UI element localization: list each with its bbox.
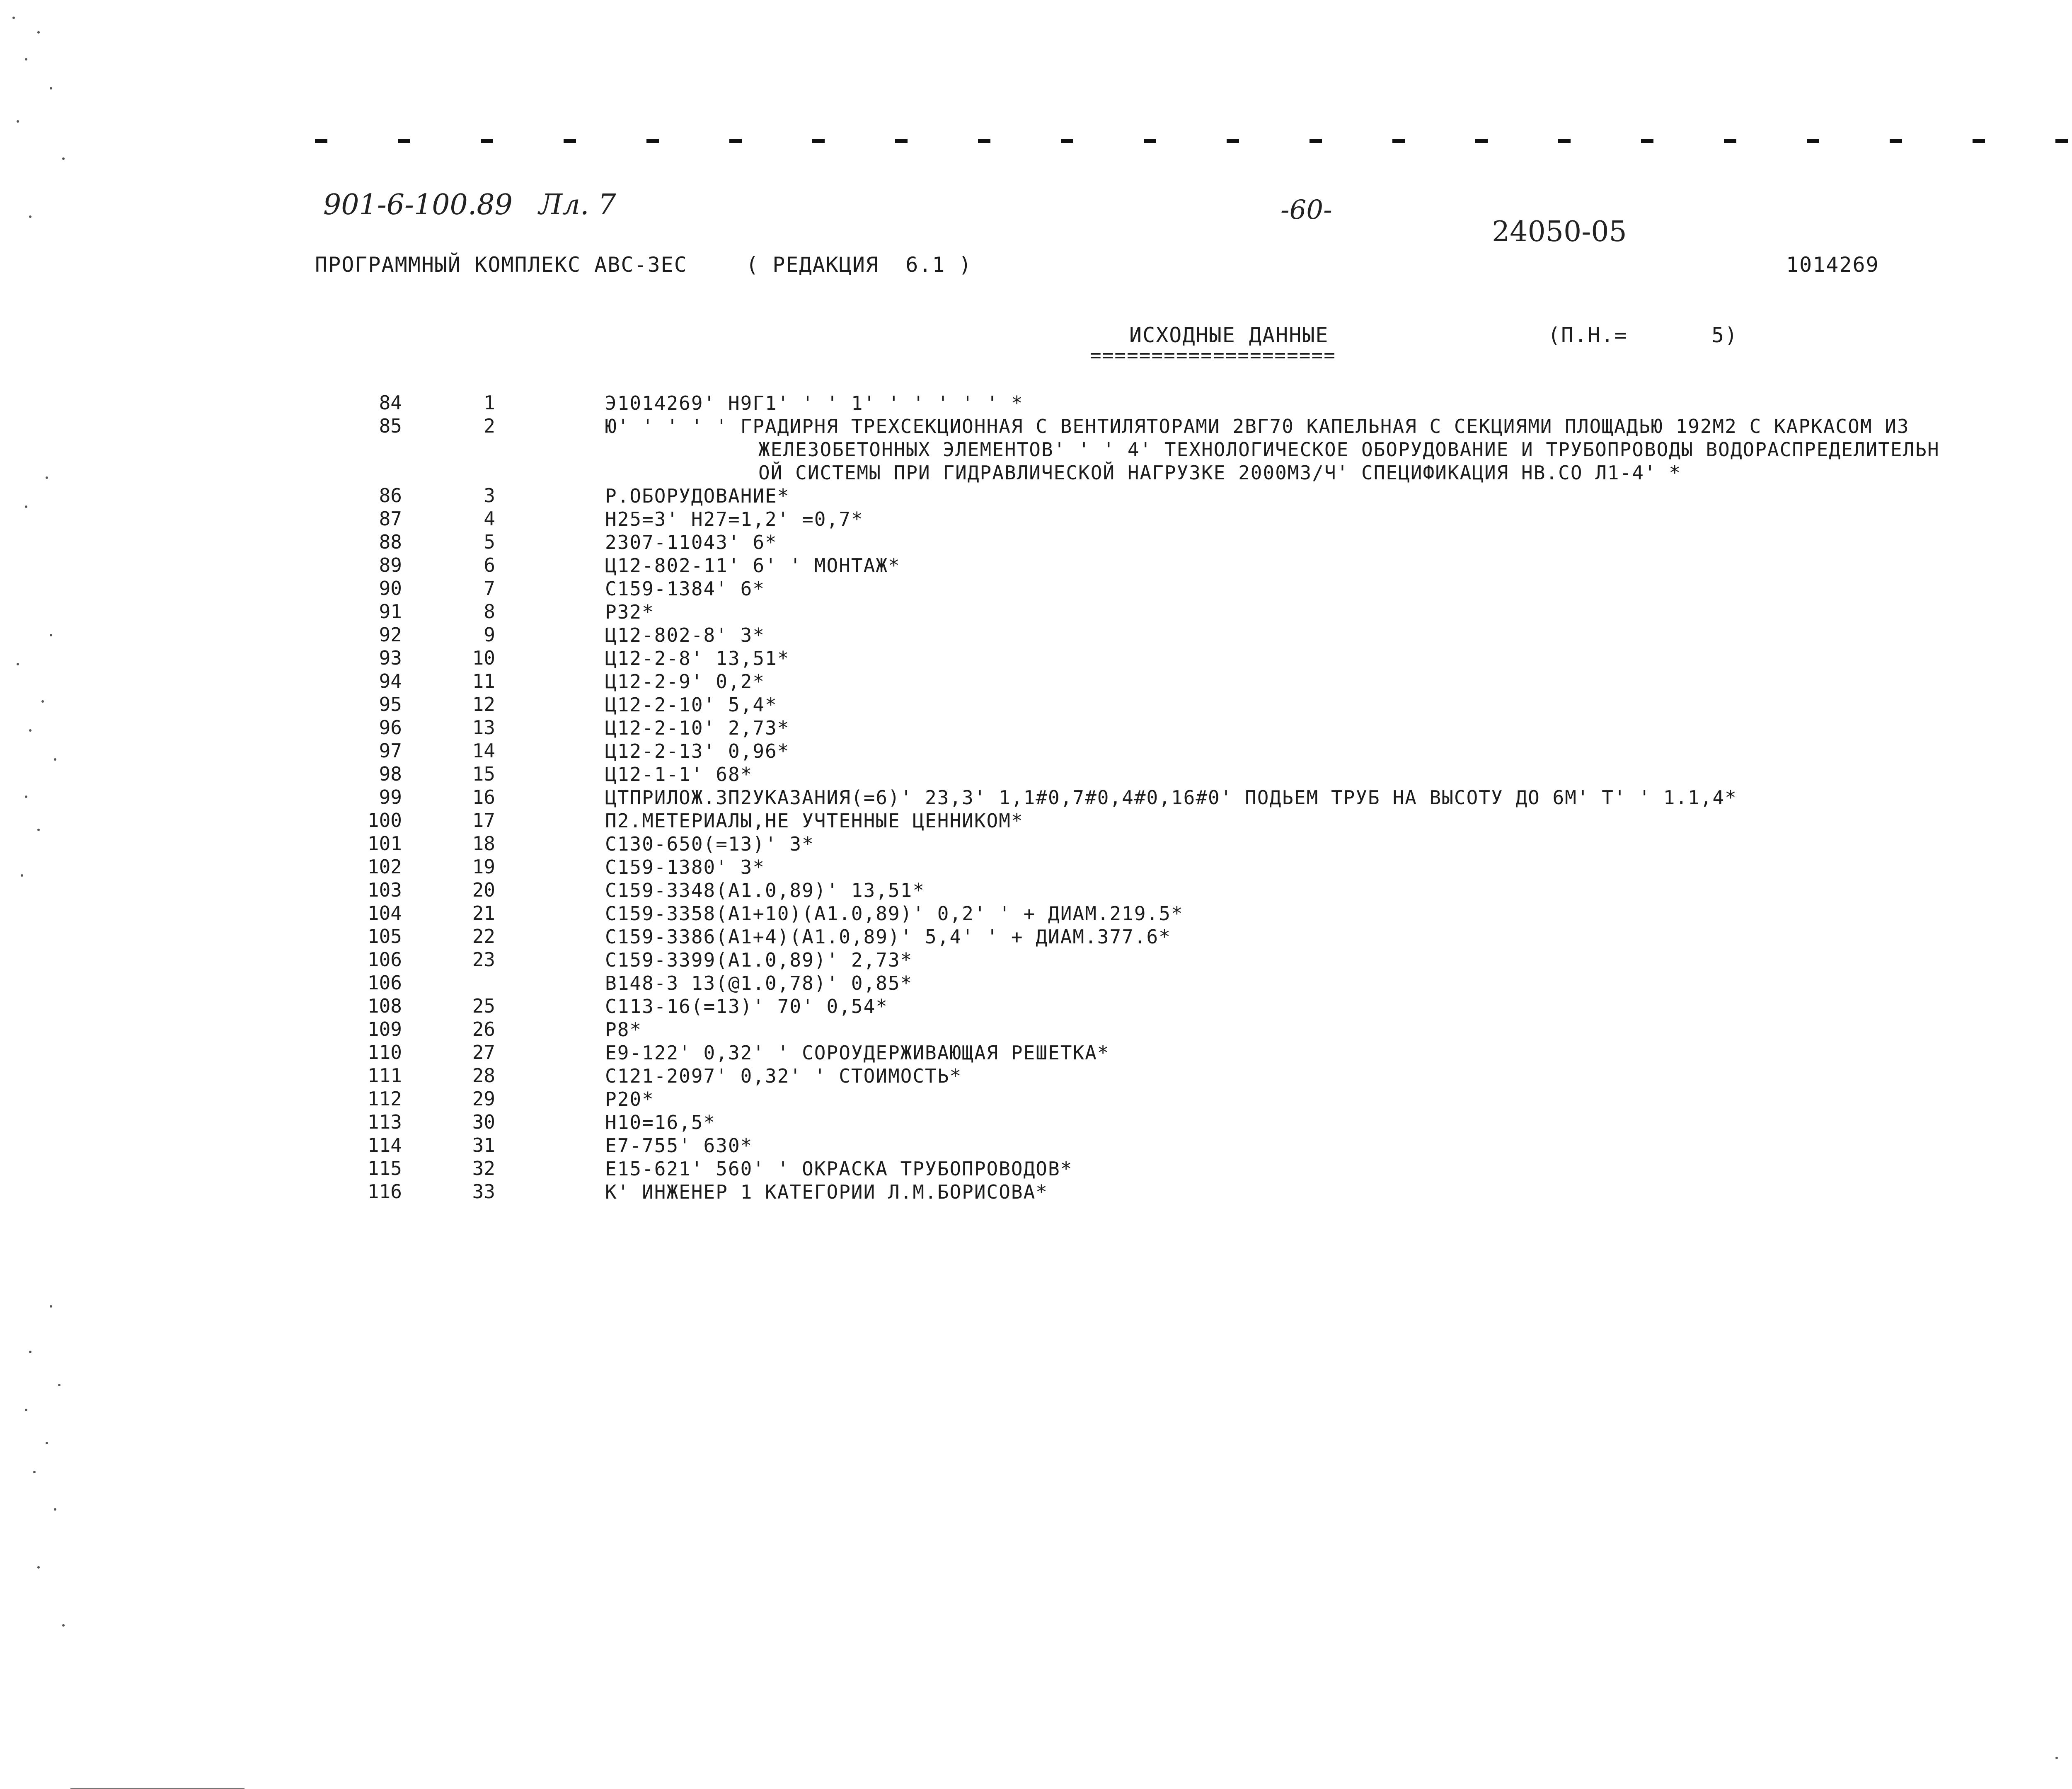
row-card-number: 9 bbox=[484, 624, 495, 646]
job-id: 1014269 bbox=[1786, 253, 1879, 277]
row-line-index: 93 bbox=[379, 647, 402, 669]
row-text-line: Р.ОБОРУДОВАНИЕ* bbox=[605, 485, 790, 507]
row-text bbox=[605, 832, 2072, 856]
row-text bbox=[605, 1064, 2072, 1088]
row-text-line: Н10=16,5* bbox=[605, 1111, 716, 1134]
listing-row bbox=[0, 484, 2072, 508]
row-line-index: 99 bbox=[379, 786, 402, 808]
row-line-index: 113 bbox=[367, 1111, 402, 1133]
row-text bbox=[605, 577, 2072, 600]
perforation-dash bbox=[978, 139, 990, 143]
row-line-index: 89 bbox=[379, 554, 402, 576]
row-text-line: Ц12-2-13' 0,96* bbox=[605, 740, 790, 762]
row-text bbox=[605, 902, 2072, 925]
row-card-number: 14 bbox=[472, 740, 495, 762]
perforation-dash bbox=[1558, 139, 1571, 143]
row-card-number: 10 bbox=[472, 647, 495, 669]
row-text-line: С159-3348(А1.0,89)' 13,51* bbox=[605, 879, 925, 902]
listing-row bbox=[0, 1111, 2072, 1134]
scan-speck bbox=[29, 1351, 31, 1353]
row-text-line: С159-1380' 3* bbox=[605, 856, 765, 878]
row-text-line: Р20* bbox=[605, 1088, 654, 1110]
row-card-number: 6 bbox=[484, 554, 495, 576]
row-line-index: 87 bbox=[379, 508, 402, 530]
row-text-line: С159-1384' 6* bbox=[605, 578, 765, 600]
scan-speck bbox=[54, 1508, 56, 1511]
row-card-number: 4 bbox=[484, 508, 495, 530]
row-text bbox=[605, 809, 2072, 832]
row-line-index: 111 bbox=[367, 1064, 402, 1087]
row-card-number: 17 bbox=[472, 809, 495, 832]
sheet-number: Лл. 7 bbox=[539, 189, 616, 221]
perforation-dash bbox=[1475, 139, 1488, 143]
row-line-index: 94 bbox=[379, 670, 402, 692]
row-text-line: К' ИНЖЕНЕР 1 КАТЕГОРИИ Л.М.БОРИСОВА* bbox=[605, 1181, 1048, 1203]
listing-row bbox=[0, 1134, 2072, 1157]
perforation-dash bbox=[1061, 139, 1073, 143]
section-underline: ==================== bbox=[1090, 344, 1336, 366]
row-card-number: 27 bbox=[472, 1041, 495, 1064]
row-line-index: 106 bbox=[367, 972, 402, 994]
row-line-index: 105 bbox=[367, 925, 402, 948]
row-text-line: Ц12-802-8' 3* bbox=[605, 624, 765, 646]
row-text bbox=[605, 554, 2072, 577]
perforation-dash bbox=[564, 139, 576, 143]
perforation-dash bbox=[2055, 139, 2068, 143]
row-line-index: 108 bbox=[367, 995, 402, 1017]
row-text-line: Ц12-2-10' 2,73* bbox=[605, 717, 790, 739]
listing-row bbox=[0, 972, 2072, 995]
scan-speck bbox=[2055, 1757, 2058, 1759]
listing-row bbox=[0, 600, 2072, 624]
row-line-index: 104 bbox=[367, 902, 402, 924]
listing-row bbox=[0, 856, 2072, 879]
row-text-continuation: ОЙ СИСТЕМЫ ПРИ ГИДРАВЛИЧЕСКОЙ НАГРУЗКЕ 2000М3/Ч' СПЕЦИФИКАЦИЯ НВ.СО Л1-4' * bbox=[758, 462, 1682, 484]
row-line-index: 103 bbox=[367, 879, 402, 901]
row-card-number: 21 bbox=[472, 902, 495, 924]
row-text-line: 2307-11043' 6* bbox=[605, 531, 777, 554]
row-text bbox=[605, 624, 2072, 647]
program-name: ПРОГРАММНЫЙ КОМПЛЕКС АВС-3ЕС bbox=[315, 253, 687, 277]
scan-speck bbox=[25, 58, 27, 60]
listing-row bbox=[0, 647, 2072, 670]
scan-speck bbox=[54, 758, 56, 761]
perforation-dash bbox=[315, 139, 327, 143]
row-card-number: 30 bbox=[472, 1111, 495, 1133]
listing-row bbox=[0, 1157, 2072, 1180]
row-line-index: 85 bbox=[379, 415, 402, 437]
scan-speck bbox=[25, 505, 27, 508]
scan-speck bbox=[58, 1384, 61, 1386]
perforation-dash bbox=[729, 139, 742, 143]
row-text bbox=[605, 995, 2072, 1018]
perforation-dash bbox=[398, 139, 410, 143]
row-line-index: 106 bbox=[367, 948, 402, 971]
listing-row bbox=[0, 902, 2072, 925]
row-text-line: Ц12-802-11' 6' ' МОНТАЖ* bbox=[605, 554, 900, 577]
row-card-number: 28 bbox=[472, 1064, 495, 1087]
row-text-line: ЦТПРИЛОЖ.3П2УКАЗАНИЯ(=6)' 23,3' 1,1#0,7#0,4#0,16#0' ПОДЬЕМ ТРУБ НА ВЫСОТУ ДО 6М' Т' ' 1.1,4* bbox=[605, 786, 1737, 809]
row-card-number: 29 bbox=[472, 1088, 495, 1110]
listing-row bbox=[0, 995, 2072, 1018]
scan-speck bbox=[50, 87, 52, 89]
scan-speck bbox=[46, 476, 48, 479]
row-text-line: Е7-755' 630* bbox=[605, 1134, 753, 1157]
row-line-index: 91 bbox=[379, 600, 402, 623]
doc-code: 901-6-100.89 bbox=[323, 189, 513, 221]
row-text bbox=[605, 1018, 2072, 1041]
page-number: -60- bbox=[1280, 195, 1332, 225]
listing-row bbox=[0, 879, 2072, 902]
row-card-number: 20 bbox=[472, 879, 495, 901]
row-text-line: Р8* bbox=[605, 1018, 642, 1041]
listing-row bbox=[0, 716, 2072, 740]
listing-row bbox=[0, 1180, 2072, 1204]
row-text bbox=[605, 1157, 2072, 1180]
row-text-line: С113-16(=13)' 70' 0,54* bbox=[605, 995, 888, 1018]
row-card-number: 12 bbox=[472, 693, 495, 716]
perforation-dash bbox=[646, 139, 659, 143]
scan-speck bbox=[17, 663, 19, 665]
row-text bbox=[605, 1180, 2072, 1204]
scan-speck bbox=[50, 1305, 52, 1308]
row-text-line: Р32* bbox=[605, 601, 654, 623]
row-text bbox=[605, 670, 2072, 693]
scan-speck bbox=[17, 120, 19, 123]
listing-row bbox=[0, 554, 2072, 577]
section-title: ИСХОДНЫЕ ДАННЫЕ bbox=[1129, 323, 1329, 347]
row-text bbox=[605, 856, 2072, 879]
row-text-line: С121-2097' 0,32' ' СТОИМОСТЬ* bbox=[605, 1065, 962, 1087]
row-text bbox=[605, 693, 2072, 716]
perforation-dash-row bbox=[315, 139, 2072, 144]
row-card-number: 2 bbox=[484, 415, 495, 437]
scan-speck bbox=[29, 729, 31, 732]
listing-row bbox=[0, 531, 2072, 554]
row-line-index: 97 bbox=[379, 740, 402, 762]
row-line-index: 100 bbox=[367, 809, 402, 832]
row-text-line: Ц12-1-1' 68* bbox=[605, 763, 753, 786]
row-line-index: 101 bbox=[367, 832, 402, 855]
row-line-index: 110 bbox=[367, 1041, 402, 1064]
row-card-number: 7 bbox=[484, 577, 495, 600]
row-text bbox=[605, 508, 2072, 531]
perforation-dash bbox=[1144, 139, 1156, 143]
scan-speck bbox=[25, 1409, 27, 1411]
scan-speck bbox=[41, 700, 44, 703]
row-text-continuation: ЖЕЛЕЗОБЕТОННЫХ ЭЛЕМЕНТОВ' ' ' 4' ТЕХНОЛОГИЧЕСКОЕ ОБОРУДОВАНИЕ И ТРУБОПРОВОДЫ ВОДОРАСПРЕДЕЛИТЕЛЬН bbox=[758, 438, 1940, 461]
listing-row bbox=[0, 577, 2072, 600]
row-line-index: 92 bbox=[379, 624, 402, 646]
row-card-number: 22 bbox=[472, 925, 495, 948]
perforation-dash bbox=[1392, 139, 1405, 143]
row-card-number: 26 bbox=[472, 1018, 495, 1040]
row-text-line: С159-3358(А1+10)(А1.0,89)' 0,2' ' + ДИАМ.219.5* bbox=[605, 902, 1184, 925]
perforation-dash bbox=[1724, 139, 1736, 143]
scan-speck bbox=[12, 17, 15, 19]
row-line-index: 84 bbox=[379, 392, 402, 414]
listing-row bbox=[0, 740, 2072, 763]
listing-row bbox=[0, 508, 2072, 531]
row-text-line: С159-3399(А1.0,89)' 2,73* bbox=[605, 949, 913, 971]
listing-row bbox=[0, 392, 2072, 415]
row-text bbox=[605, 763, 2072, 786]
listing-row bbox=[0, 1018, 2072, 1041]
listing-row bbox=[0, 415, 2072, 484]
row-line-index: 96 bbox=[379, 716, 402, 739]
pn-value: 5) bbox=[1711, 323, 1738, 347]
row-text bbox=[605, 647, 2072, 670]
row-line-index: 90 bbox=[379, 577, 402, 600]
row-text-line: Э1014269' Н9Г1' ' ' 1' ' ' ' ' ' * bbox=[605, 392, 1024, 414]
scan-speck bbox=[25, 795, 27, 798]
scan-speck bbox=[62, 1624, 65, 1627]
stamp-number: 24050-05 bbox=[1492, 215, 1627, 248]
row-line-index: 109 bbox=[367, 1018, 402, 1040]
listing-row bbox=[0, 925, 2072, 948]
listing bbox=[0, 392, 2072, 1204]
row-line-index: 95 bbox=[379, 693, 402, 716]
listing-row bbox=[0, 670, 2072, 693]
row-text bbox=[605, 415, 2072, 484]
row-card-number: 3 bbox=[484, 484, 495, 507]
scan-speck bbox=[62, 157, 65, 160]
listing-row bbox=[0, 832, 2072, 856]
row-card-number: 19 bbox=[472, 856, 495, 878]
row-line-index: 102 bbox=[367, 856, 402, 878]
row-text bbox=[605, 740, 2072, 763]
scan-speck bbox=[37, 31, 40, 34]
row-card-number: 32 bbox=[472, 1157, 495, 1180]
row-text-line: В148-3 13(@1.0,78)' 0,85* bbox=[605, 972, 913, 994]
listing-row bbox=[0, 786, 2072, 809]
row-card-number: 1 bbox=[484, 392, 495, 414]
row-text bbox=[605, 716, 2072, 740]
row-text bbox=[605, 786, 2072, 809]
row-text bbox=[605, 972, 2072, 995]
row-text bbox=[605, 925, 2072, 948]
row-line-index: 86 bbox=[379, 484, 402, 507]
row-card-number: 11 bbox=[472, 670, 495, 692]
row-text-line: Ц12-2-10' 5,4* bbox=[605, 694, 777, 716]
row-card-number: 5 bbox=[484, 531, 495, 553]
perforation-dash bbox=[481, 139, 493, 143]
listing-row bbox=[0, 1041, 2072, 1064]
perforation-dash bbox=[1807, 139, 1819, 143]
row-text bbox=[605, 484, 2072, 508]
scan-speck bbox=[50, 634, 52, 636]
row-text bbox=[605, 879, 2072, 902]
scan-speck bbox=[29, 215, 31, 218]
row-card-number: 8 bbox=[484, 600, 495, 623]
row-text bbox=[605, 600, 2072, 624]
listing-row bbox=[0, 693, 2072, 716]
pn-label: (П.Н.= bbox=[1548, 323, 1628, 347]
row-card-number: 23 bbox=[472, 948, 495, 971]
row-line-index: 98 bbox=[379, 763, 402, 785]
row-card-number: 25 bbox=[472, 995, 495, 1017]
scan-speck bbox=[37, 829, 40, 831]
row-card-number: 15 bbox=[472, 763, 495, 785]
listing-row bbox=[0, 809, 2072, 832]
listing-row bbox=[0, 1088, 2072, 1111]
row-text-line: Е15-621' 560' ' ОКРАСКА ТРУБОПРОВОДОВ* bbox=[605, 1158, 1073, 1180]
row-card-number: 13 bbox=[472, 716, 495, 739]
row-card-number: 31 bbox=[472, 1134, 495, 1156]
listing-row bbox=[0, 948, 2072, 972]
perforation-dash bbox=[1310, 139, 1322, 143]
scan-speck bbox=[46, 1442, 48, 1444]
row-text-line: С130-650(=13)' 3* bbox=[605, 833, 814, 855]
row-text-line: Ц12-2-8' 13,51* bbox=[605, 647, 790, 670]
row-text bbox=[605, 1041, 2072, 1064]
perforation-dash bbox=[1227, 139, 1239, 143]
row-text bbox=[605, 1088, 2072, 1111]
row-line-index: 116 bbox=[367, 1180, 402, 1203]
row-card-number: 33 bbox=[472, 1180, 495, 1203]
row-line-index: 115 bbox=[367, 1157, 402, 1180]
row-card-number: 16 bbox=[472, 786, 495, 808]
row-text-line: Ц12-2-9' 0,2* bbox=[605, 670, 765, 693]
perforation-dash bbox=[1641, 139, 1653, 143]
listing-row bbox=[0, 624, 2072, 647]
edition: ( РЕДАКЦИЯ 6.1 ) bbox=[746, 253, 972, 277]
perforation-dash bbox=[895, 139, 908, 143]
scan-speck bbox=[33, 1471, 36, 1473]
row-line-index: 112 bbox=[367, 1088, 402, 1110]
row-text-line: Ю' ' ' ' ' ГРАДИРНЯ ТРЕХСЕКЦИОННАЯ С ВЕНТИЛЯТОРАМИ 2ВГ70 КАПЕЛЬНАЯ С СЕКЦИЯМИ ПЛОЩАДЬЮ 192М2 С КАРКАСОМ ИЗ bbox=[605, 415, 1910, 438]
row-text bbox=[605, 392, 2072, 415]
row-line-index: 114 bbox=[367, 1134, 402, 1156]
scan-speck bbox=[37, 1566, 40, 1569]
row-text bbox=[605, 1134, 2072, 1157]
row-text-line: Е9-122' 0,32' ' СОРОУДЕРЖИВАЮЩАЯ РЕШЕТКА* bbox=[605, 1042, 1110, 1064]
scan-speck bbox=[21, 874, 23, 877]
row-text bbox=[605, 1111, 2072, 1134]
row-card-number: 18 bbox=[472, 832, 495, 855]
row-text bbox=[605, 531, 2072, 554]
perforation-dash bbox=[1890, 139, 1902, 143]
row-text-line: П2.МЕТЕРИАЛЫ,НЕ УЧТЕННЫЕ ЦЕННИКОМ* bbox=[605, 810, 1024, 832]
listing-row bbox=[0, 763, 2072, 786]
row-text bbox=[605, 948, 2072, 972]
perforation-dash bbox=[812, 139, 825, 143]
listing-row bbox=[0, 1064, 2072, 1088]
perforation-dash bbox=[1973, 139, 1985, 143]
row-line-index: 88 bbox=[379, 531, 402, 553]
row-text-line: С159-3386(А1+4)(А1.0,89)' 5,4' ' + ДИАМ.377.6* bbox=[605, 926, 1171, 948]
row-text-line: Н25=3' Н27=1,2' =0,7* bbox=[605, 508, 864, 530]
